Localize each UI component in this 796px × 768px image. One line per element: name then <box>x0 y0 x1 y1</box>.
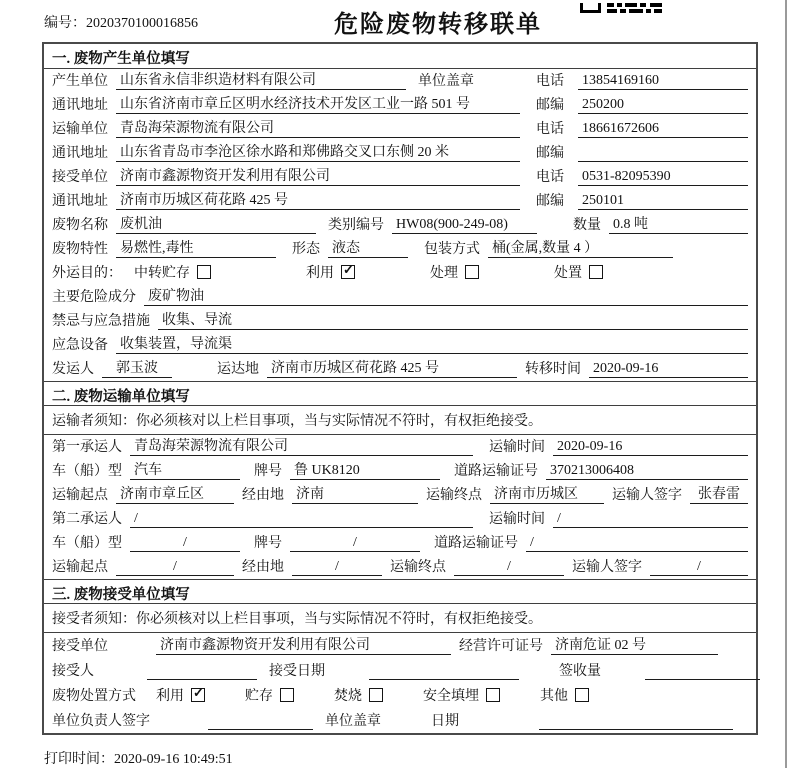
qr-code-fragment <box>580 0 662 18</box>
via-label: 经由地 <box>242 488 284 503</box>
signed-amount-value <box>645 663 760 680</box>
checkbox-transfer-storage <box>197 265 211 279</box>
receiver-unit-row <box>44 165 756 189</box>
destination-label: 运达地 <box>217 362 259 377</box>
permit-number-value: 济南危证 02 号 <box>551 634 718 655</box>
transporter-notice <box>44 406 756 435</box>
producer-phone-value: 13854169160 <box>578 73 748 90</box>
second-carrier-row <box>44 507 756 531</box>
option-label: 安全填埋 <box>423 689 479 704</box>
permit-number-label: 经营许可证号 <box>459 639 543 654</box>
disposal-option-store <box>245 685 294 705</box>
transporter-zip-value <box>578 145 748 162</box>
option-label: 处置 <box>554 266 582 281</box>
receiver-notice <box>44 604 756 633</box>
vehicle-type-value-2: / <box>130 535 240 552</box>
transporter-phone-value: 18661672606 <box>578 121 748 138</box>
producer-address-row <box>44 93 756 117</box>
accept-date-label: 接受日期 <box>269 664 325 679</box>
emergency-measures-row <box>44 309 756 333</box>
print-time-label: 打印时间： <box>44 752 114 767</box>
receiver-notice-text: 接受者须知：你必须核对以上栏目事项，当与实际情况不符时，有权拒绝接受。 <box>52 612 542 627</box>
manager-signature-label: 单位负责人签字 <box>52 714 150 729</box>
emergency-equipment-value: 收集装置，导流渠 <box>116 333 748 354</box>
emergency-measures-label: 禁忌与应急措施 <box>52 314 150 329</box>
via-value-2: / <box>292 559 382 576</box>
waste-character-label: 废物特性 <box>52 242 108 257</box>
vehicle-type-label: 车（船）型 <box>52 536 122 551</box>
page-title: 危险废物转移联单 <box>334 12 542 38</box>
sender-row <box>44 357 756 381</box>
purpose-option-utilize <box>306 262 355 282</box>
receiver-unit-value: 济南市鑫源物资开发利用有限公司 <box>116 165 520 186</box>
transporter-notice-text: 运输者须知：你必须核对以上栏目事项，当与实际情况不符时，有权拒绝接受。 <box>52 414 542 429</box>
disposal-option-landfill <box>423 685 500 705</box>
emergency-equipment-row <box>44 333 756 357</box>
zip-label: 邮编 <box>536 194 564 209</box>
vehicle-type-row-2 <box>44 531 756 555</box>
option-label: 处理 <box>430 266 458 281</box>
via-label: 经由地 <box>242 560 284 575</box>
transporter-unit-value: 青岛海荣源物流有限公司 <box>116 117 520 138</box>
recipient-label: 接受人 <box>52 664 94 679</box>
producer-phone-field <box>536 70 748 90</box>
section3-header: 三. 废物接受单位填写 <box>44 579 756 604</box>
waste-name-label: 废物名称 <box>52 218 108 233</box>
form-label: 形态 <box>292 242 320 257</box>
carrier-sign-label: 运输人签字 <box>572 560 642 575</box>
date-value <box>539 713 733 730</box>
sender-label: 发运人 <box>52 362 94 377</box>
section2-header: 二. 废物运输单位填写 <box>44 381 756 406</box>
producer-address-label: 通讯地址 <box>52 98 108 113</box>
zip-label: 邮编 <box>536 146 564 161</box>
first-carrier-row <box>44 435 756 459</box>
vehicle-type-label: 车（船）型 <box>52 464 122 479</box>
checkbox-utilize-receive <box>191 688 205 702</box>
manifest-form <box>42 42 758 735</box>
receiver-address-label: 通讯地址 <box>52 194 108 209</box>
hazard-component-label: 主要危险成分 <box>52 290 136 305</box>
packing-label: 包装方式 <box>424 242 480 257</box>
zip-label: 邮编 <box>536 98 564 113</box>
date-label: 日期 <box>431 714 459 729</box>
endpoint-value: 济南市历城区 <box>490 483 604 504</box>
doc-number-value: 2020370100016856 <box>86 16 198 31</box>
quantity-value: 0.8 吨 <box>609 213 748 234</box>
hazard-component-row <box>44 285 756 309</box>
transporter-address-label: 通讯地址 <box>52 146 108 161</box>
plate-number-value: 鲁 UK8120 <box>290 459 440 480</box>
transporter-phone-field <box>536 118 748 138</box>
checkbox-store <box>280 688 294 702</box>
disposal-method-row <box>44 683 756 708</box>
quantity-label: 数量 <box>573 218 601 233</box>
accepting-unit-row <box>44 633 756 658</box>
producer-unit-value: 山东省永信非织造材料有限公司 <box>116 69 406 90</box>
unit-seal-label: 单位盖章 <box>325 714 381 729</box>
accepting-unit-label: 接受单位 <box>52 639 108 654</box>
transport-purpose-row <box>44 261 756 285</box>
endpoint-label: 运输终点 <box>390 560 446 575</box>
checkbox-disposal <box>589 265 603 279</box>
page-edge-line <box>785 0 787 768</box>
section1-header: 一. 废物产生单位填写 <box>44 44 756 69</box>
plate-number-label: 牌号 <box>254 536 282 551</box>
receiver-address-value: 济南市历城区荷花路 425 号 <box>116 189 520 210</box>
first-carrier-value: 青岛海荣源物流有限公司 <box>130 435 473 456</box>
print-time-line <box>44 748 233 768</box>
signed-amount-label: 签收量 <box>559 664 601 679</box>
packing-value: 桶(金属,数量 4 ） <box>488 237 673 258</box>
endpoint-label: 运输终点 <box>426 488 482 503</box>
checkbox-other <box>575 688 589 702</box>
carrier-sign-label: 运输人签字 <box>612 488 682 503</box>
unit-seal-label: 单位盖章 <box>418 74 474 89</box>
purpose-option-storage <box>134 262 211 282</box>
hazard-component-value: 废矿物油 <box>144 285 748 306</box>
producer-unit-row <box>44 69 756 93</box>
category-code-label: 类别编号 <box>328 218 384 233</box>
option-label: 其他 <box>540 689 568 704</box>
manager-signature-row <box>44 708 756 733</box>
waste-name-row <box>44 213 756 237</box>
plate-number-label: 牌号 <box>254 464 282 479</box>
receiver-phone-value: 0531-82095390 <box>578 169 748 186</box>
road-license-value-2: / <box>526 535 748 552</box>
waste-character-row <box>44 237 756 261</box>
transport-time-value-2: / <box>553 511 748 528</box>
receiver-phone-field <box>536 166 748 186</box>
producer-unit-label: 产生单位 <box>52 74 108 89</box>
receiver-zip-field <box>536 190 748 210</box>
disposal-option-utilize <box>156 685 205 705</box>
transporter-unit-row <box>44 117 756 141</box>
second-carrier-label: 第二承运人 <box>52 512 122 527</box>
transporter-address-value: 山东省青岛市李沧区徐水路和郑佛路交叉口东侧 20 米 <box>116 141 520 162</box>
category-code-value: HW08(900-249-08) <box>392 217 537 234</box>
transfer-time-label: 转移时间 <box>525 362 581 377</box>
transporter-zip-field <box>536 142 748 162</box>
vehicle-type-value: 汽车 <box>130 459 240 480</box>
print-time-value: 2020-09-16 10:49:51 <box>114 752 233 767</box>
waste-character-value: 易燃性,毒性 <box>116 237 276 258</box>
disposal-option-other <box>540 685 589 705</box>
transport-time-label: 运输时间 <box>489 512 545 527</box>
road-license-label: 道路运输证号 <box>454 464 538 479</box>
transporter-address-row <box>44 141 756 165</box>
endpoint-value-2: / <box>454 559 564 576</box>
purpose-option-disposal <box>554 262 603 282</box>
option-label: 利用 <box>306 266 334 281</box>
transport-time-value: 2020-09-16 <box>553 439 748 456</box>
accept-date-value <box>369 663 519 680</box>
doc-number-label: 编号： <box>44 16 86 31</box>
via-value: 济南 <box>292 483 418 504</box>
option-label: 焚烧 <box>334 689 362 704</box>
origin-label: 运输起点 <box>52 560 108 575</box>
option-label: 中转贮存 <box>134 266 190 281</box>
destination-value: 济南市历城区荷花路 425 号 <box>267 357 517 378</box>
checkbox-incinerate <box>369 688 383 702</box>
second-carrier-value: / <box>130 511 473 528</box>
origin-value: 济南市章丘区 <box>116 483 234 504</box>
checkbox-treatment <box>465 265 479 279</box>
plate-number-value-2: / <box>290 535 420 552</box>
first-carrier-label: 第一承运人 <box>52 440 122 455</box>
purpose-option-treatment <box>430 262 479 282</box>
producer-zip-field <box>536 94 748 114</box>
producer-address-value: 山东省济南市章丘区明水经济技术开发区工业一路 501 号 <box>116 93 520 114</box>
disposal-option-incinerate <box>334 685 383 705</box>
transport-purpose-label: 外运目的： <box>52 266 122 281</box>
producer-zip-value: 250200 <box>578 97 748 114</box>
phone-label: 电话 <box>536 74 564 89</box>
option-label: 贮存 <box>245 689 273 704</box>
receiver-unit-label: 接受单位 <box>52 170 108 185</box>
document-header <box>0 0 796 40</box>
recipient-row <box>44 658 756 683</box>
waste-name-value: 废机油 <box>116 213 316 234</box>
transporter-unit-label: 运输单位 <box>52 122 108 137</box>
origin-label: 运输起点 <box>52 488 108 503</box>
road-license-value: 370213006408 <box>546 463 748 480</box>
accepting-unit-value: 济南市鑫源物资开发利用有限公司 <box>156 634 451 655</box>
transfer-time-value: 2020-09-16 <box>589 361 748 378</box>
form-value: 液态 <box>328 237 408 258</box>
sender-value: 郭玉波 <box>102 357 172 378</box>
emergency-equipment-label: 应急设备 <box>52 338 108 353</box>
option-label: 利用 <box>156 689 184 704</box>
emergency-measures-value: 收集、导流 <box>158 309 748 330</box>
carrier-sign-value-2: / <box>650 559 748 576</box>
manager-signature-value <box>208 713 313 730</box>
recipient-value <box>147 663 257 680</box>
phone-label: 电话 <box>536 170 564 185</box>
route-row-2 <box>44 555 756 579</box>
transport-time-label: 运输时间 <box>489 440 545 455</box>
receiver-address-row <box>44 189 756 213</box>
carrier-sign-value: 张春雷 <box>690 483 748 504</box>
route-row-1 <box>44 483 756 507</box>
checkbox-utilize <box>341 265 355 279</box>
disposal-method-label: 废物处置方式 <box>52 689 136 704</box>
road-license-label: 道路运输证号 <box>434 536 518 551</box>
receiver-zip-value: 250101 <box>578 193 748 210</box>
vehicle-type-row-1 <box>44 459 756 483</box>
origin-value-2: / <box>116 559 234 576</box>
phone-label: 电话 <box>536 122 564 137</box>
checkbox-landfill <box>486 688 500 702</box>
